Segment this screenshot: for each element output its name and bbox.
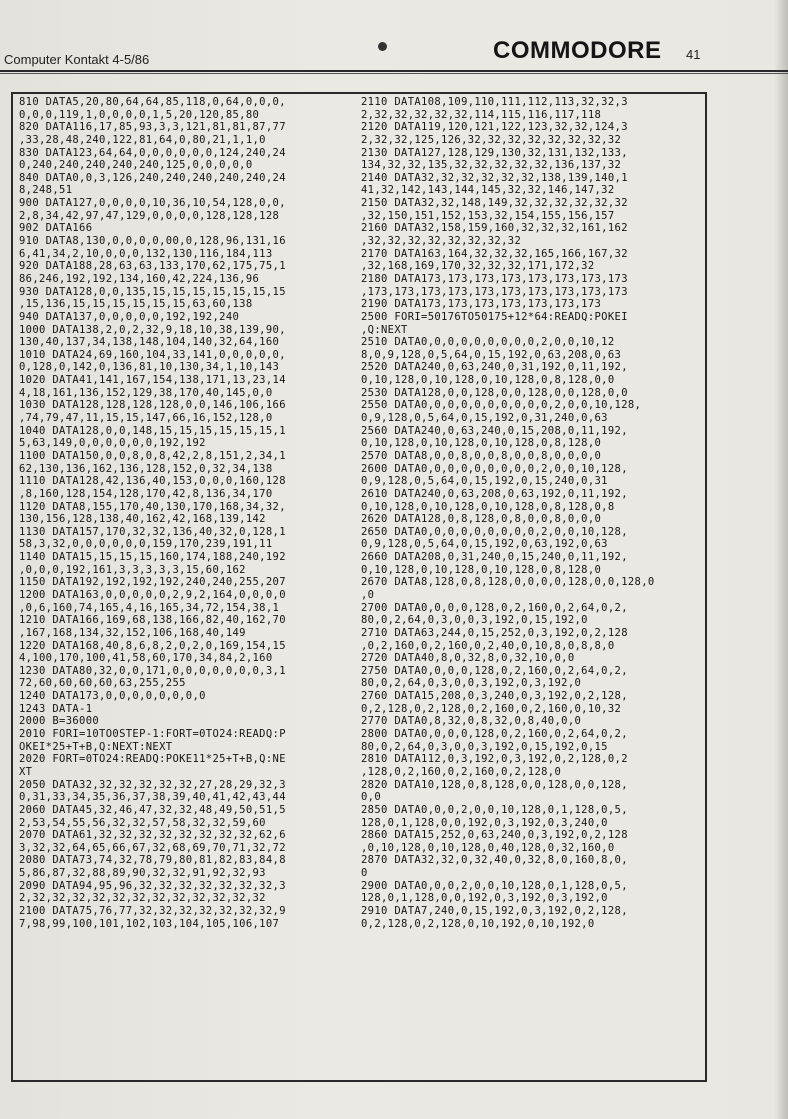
code-line: 2120 DATA119,120,121,122,123,32,32,124,3: [361, 121, 628, 134]
code-line: 1020 DATA41,141,167,154,138,171,13,23,14: [19, 374, 286, 387]
code-line: ,0,10,128,0,10,128,0,40,128,0,32,160,0: [361, 841, 615, 854]
code-line: 1210 DATA166,169,68,138,166,82,40,162,70: [19, 614, 286, 627]
code-line: 1030 DATA128,128,128,128,0,0,146,106,166: [19, 399, 286, 412]
code-line: 2060 DATA45,32,46,47,32,32,48,49,50,51,5: [19, 803, 286, 816]
code-line: 72,60,60,60,60,63,255,255: [19, 677, 186, 690]
code-line: 0,10,128,0,10,128,0,10,128,0,8,128,0,8: [361, 500, 615, 513]
code-line: 62,130,136,162,136,128,152,0,32,34,138: [19, 462, 273, 475]
code-line: 1000 DATA138,2,0,2,32,9,18,10,38,139,90,: [19, 323, 286, 336]
code-line: 2710 DATA63,244,0,15,252,0,3,192,0,2,128: [361, 626, 628, 639]
code-line: 0,240,240,240,240,240,125,0,0,0,0,0: [19, 159, 253, 172]
code-line: 8,0,9,128,0,5,64,0,15,192,0,63,208,0,63: [361, 348, 622, 361]
code-line: 2550 DATA0,0,0,0,0,0,0,0,0,0,2,0,0,10,128,: [361, 399, 642, 412]
spine-shadow: [774, 0, 788, 1119]
code-line: 2190 DATA173,173,173,173,173,173,173: [361, 298, 602, 311]
code-line: 900 DATA127,0,0,0,0,10,36,10,54,128,0,0,: [19, 197, 286, 210]
code-line: 810 DATA5,20,80,64,64,85,118,0,64,0,0,0,: [19, 96, 286, 108]
code-line: 0,10,128,0,10,128,0,10,128,0,8,128,0: [361, 437, 602, 450]
code-line: ,74,79,47,11,15,15,147,66,16,152,128,0: [19, 412, 273, 425]
code-line: 2820 DATA10,128,0,8,128,0,0,128,0,0,128,: [361, 778, 628, 791]
code-line: 1220 DATA168,40,8,6,8,2,0,2,0,169,154,15: [19, 639, 286, 652]
code-line: 1130 DATA157,170,32,32,136,40,32,0,128,1: [19, 525, 286, 538]
code-line: 3,32,32,64,65,66,67,32,68,69,70,71,32,72: [19, 841, 286, 854]
code-line: 910 DATA8,130,0,0,0,0,00,0,128,96,131,16: [19, 235, 286, 248]
page-number: 41: [686, 47, 701, 62]
code-line: ,128,0,2,160,0,2,160,0,2,128,0: [361, 765, 562, 778]
code-line: 1010 DATA24,69,160,104,33,141,0,0,0,0,0,: [19, 348, 286, 361]
code-line: 2,32,32,32,32,32,114,115,116,117,118: [361, 108, 602, 121]
code-line: 2510 DATA0,0,0,0,0,0,0,0,0,2,0,0,10,12: [361, 336, 615, 349]
header-rule-thin: [0, 73, 788, 74]
code-line: 820 DATA116,17,85,93,3,3,121,81,81,87,77: [19, 121, 286, 134]
code-line: 2530 DATA128,0,0,128,0,0,128,0,0,128,0,0: [361, 386, 628, 399]
code-line: 2610 DATA240,0,63,208,0,63,192,0,11,192,: [361, 487, 628, 500]
code-line: 2800 DATA0,0,0,0,128,0,2,160,0,2,64,0,2,: [361, 728, 628, 741]
code-line: 0,0,0,119,1,0,0,0,0,1,5,20,120,85,80: [19, 108, 260, 121]
listing-right-column: [361, 96, 701, 930]
code-line: 4,18,161,136,152,129,38,170,40,145,0,0: [19, 386, 273, 399]
code-line: 2570 DATA8,0,0,8,0,0,8,0,0,8,0,0,0,0: [361, 449, 602, 462]
code-line: 2100 DATA75,76,77,32,32,32,32,32,32,32,9: [19, 905, 286, 917]
code-line: 0,9,128,0,5,64,0,15,192,0,31,240,0,63: [361, 412, 608, 425]
code-line: 0,9,128,0,5,64,0,15,192,0,63,192,0,63: [361, 538, 608, 551]
code-line: 1200 DATA163,0,0,0,0,0,2,9,2,164,0,0,0,0: [19, 588, 286, 601]
code-line: 128,0,1,128,0,0,192,0,3,192,0,3,240,0: [361, 816, 608, 829]
code-line: 840 DATA0,0,3,126,240,240,240,240,240,24: [19, 171, 286, 184]
code-line: 830 DATA123,64,64,0,0,0,0,0,0,124,240,24: [19, 146, 286, 159]
code-line: 2770 DATA0,8,32,0,8,32,0,8,40,0,0: [361, 715, 582, 728]
code-line: 80,0,2,64,0,3,0,0,3,192,0,3,192,0: [361, 677, 582, 690]
code-line: ,0,2,160,0,2,160,0,2,40,0,10,8,0,8,8,0: [361, 639, 615, 652]
code-line: 128,0,1,128,0,0,192,0,3,192,0,3,192,0: [361, 892, 608, 905]
code-line: ,167,168,134,32,152,106,168,40,149: [19, 626, 246, 639]
code-line: 5,86,87,32,88,89,90,32,32,91,92,32,93: [19, 867, 266, 880]
code-line: 2090 DATA94,95,96,32,32,32,32,32,32,32,3: [19, 879, 286, 892]
code-line: ,32,168,169,170,32,32,32,171,172,32: [361, 260, 595, 273]
code-line: ,32,150,151,152,153,32,154,155,156,157: [361, 209, 615, 222]
code-line: 2750 DATA0,0,0,0,128,0,2,160,0,2,64,0,2,: [361, 664, 628, 677]
code-line: 2860 DATA15,252,0,63,240,0,3,192,0,2,128: [361, 829, 628, 842]
code-line: 2,53,54,55,56,32,32,57,58,32,32,59,60: [19, 816, 266, 829]
code-line: 2000 B=36000: [19, 715, 100, 728]
code-line: 2,32,32,125,126,32,32,32,32,32,32,32,32: [361, 133, 622, 146]
code-line: 2050 DATA32,32,32,32,32,32,27,28,29,32,3: [19, 778, 286, 791]
section-title: COMMODORE: [493, 37, 662, 64]
code-line: 86,246,192,192,134,160,42,224,136,96: [19, 272, 260, 285]
code-line: 2760 DATA15,208,0,3,240,0,3,192,0,2,128,: [361, 690, 628, 703]
code-line: 2700 DATA0,0,0,0,128,0,2,160,0,2,64,0,2,: [361, 601, 628, 614]
code-line: 2650 DATA0,0,0,0,0,0,0,0,0,2,0,0,10,128,: [361, 525, 628, 538]
code-line: ,Q:NEXT: [361, 323, 408, 336]
code-line: 130,40,137,34,138,148,104,140,32,64,160: [19, 336, 280, 349]
header-rule: [0, 70, 788, 72]
code-line: 1150 DATA192,192,192,192,240,240,255,207: [19, 576, 286, 589]
code-line: 1230 DATA80,32,0,0,171,0,0,0,0,0,0,0,3,1: [19, 664, 286, 677]
code-line: 2160 DATA32,158,159,160,32,32,32,161,162: [361, 222, 628, 235]
code-line: XT: [19, 765, 33, 778]
code-line: OKEI*25+T+B,Q:NEXT:NEXT: [19, 740, 173, 753]
code-line: 1240 DATA173,0,0,0,0,0,0,0,0: [19, 690, 206, 703]
code-line: 920 DATA188,28,63,63,133,170,62,175,75,1: [19, 260, 286, 273]
code-line: ,0: [361, 588, 375, 601]
code-line: 7,98,99,100,101,102,103,104,105,106,107: [19, 917, 280, 930]
code-line: 1110 DATA128,42,136,40,153,0,0,0,160,128: [19, 475, 286, 488]
code-line: 1040 DATA128,0,0,148,15,15,15,15,15,15,1: [19, 424, 286, 437]
code-line: ,8,160,128,154,128,170,42,8,136,34,170: [19, 487, 273, 500]
listing-left-column: [19, 96, 359, 930]
code-line: 2600 DATA0,0,0,0,0,0,0,0,0,2,0,0,10,128,: [361, 462, 628, 475]
code-line: 930 DATA128,0,0,135,15,15,15,15,15,15,15: [19, 285, 286, 298]
code-line: 8,248,51: [19, 184, 73, 197]
code-line: 940 DATA137,0,0,0,0,0,192,192,240: [19, 310, 240, 323]
code-line: 0: [361, 867, 368, 880]
code-line: 0,128,0,142,0,136,81,10,130,34,1,10,143: [19, 361, 280, 374]
code-line: 58,3,32,0,0,0,0,0,0,159,170,239,191,11: [19, 538, 273, 551]
code-line: ,173,173,173,173,173,173,173,173,173,173: [361, 285, 628, 298]
code-line: 2520 DATA240,0,63,240,0,31,192,0,11,192,: [361, 361, 628, 374]
code-line: 5,63,149,0,0,0,0,0,0,192,192: [19, 437, 206, 450]
code-line: 2900 DATA0,0,0,2,0,0,10,128,0,1,128,0,5,: [361, 879, 628, 892]
code-line: 134,32,32,135,32,32,32,32,32,136,137,32: [361, 159, 622, 172]
code-line: 2670 DATA8,128,0,8,128,0,0,0,0,128,0,0,128,0: [361, 576, 655, 589]
code-line: 2720 DATA40,8,0,32,8,0,32,10,0,0: [361, 652, 575, 665]
code-line: 1140 DATA15,15,15,15,160,174,188,240,192: [19, 551, 286, 564]
bullet-dot: [378, 42, 387, 51]
code-line: 0,10,128,0,10,128,0,10,128,0,8,128,0: [361, 563, 602, 576]
code-line: 2620 DATA128,0,8,128,0,8,0,0,8,0,0,0: [361, 513, 602, 526]
magazine-issue: Computer Kontakt 4-5/86: [4, 52, 150, 67]
code-line: ,32,32,32,32,32,32,32,32: [361, 235, 522, 248]
code-line: 80,0,2,64,0,3,0,0,3,192,0,15,192,0,15: [361, 740, 608, 753]
code-line: 2020 FORT=0TO24:READQ:POKE11*25+T+B,Q:NE: [19, 753, 286, 766]
code-line: 2070 DATA61,32,32,32,32,32,32,32,32,62,6: [19, 829, 286, 842]
code-line: 2910 DATA7,240,0,15,192,0,3,192,0,2,128,: [361, 905, 628, 917]
code-line: 0,2,128,0,2,128,0,10,192,0,10,192,0: [361, 917, 595, 930]
code-line: ,15,136,15,15,15,15,15,15,63,60,138: [19, 298, 253, 311]
code-line: 1100 DATA150,0,0,8,0,8,42,2,8,151,2,34,1: [19, 449, 286, 462]
code-line: 2180 DATA173,173,173,173,173,173,173,173: [361, 272, 628, 285]
code-line: 130,156,128,138,40,162,42,168,139,142: [19, 513, 266, 526]
code-line: 2560 DATA240,0,63,240,0,15,208,0,11,192,: [361, 424, 628, 437]
code-line: 0,31,33,34,35,36,37,38,39,40,41,42,43,44: [19, 791, 286, 804]
code-line: 2660 DATA208,0,31,240,0,15,240,0,11,192,: [361, 551, 628, 564]
code-line: 2850 DATA0,0,0,2,0,0,10,128,0,1,128,0,5,: [361, 803, 628, 816]
code-line: 4,100,170,100,41,58,60,170,34,84,2,160: [19, 652, 273, 665]
code-line: 2,32,32,32,32,32,32,32,32,32,32,32,32: [19, 892, 266, 905]
code-line: 2140 DATA32,32,32,32,32,32,138,139,140,1: [361, 171, 628, 184]
code-line: 902 DATA166: [19, 222, 93, 235]
code-line: 0,10,128,0,10,128,0,10,128,0,8,128,0,0: [361, 374, 615, 387]
code-line: 2150 DATA32,32,148,149,32,32,32,32,32,32: [361, 197, 628, 210]
code-line: 80,0,2,64,0,3,0,0,3,192,0,15,192,0: [361, 614, 588, 627]
code-line: ,0,6,160,74,165,4,16,165,34,72,154,38,1: [19, 601, 280, 614]
code-line: 1120 DATA8,155,170,40,130,170,168,34,32,: [19, 500, 286, 513]
code-line: 6,41,34,2,10,0,0,0,132,130,116,184,113: [19, 247, 273, 260]
code-line: 0,2,128,0,2,128,0,2,160,0,2,160,0,10,32: [361, 702, 622, 715]
code-line: 2130 DATA127,128,129,130,32,131,132,133,: [361, 146, 628, 159]
code-line: 1243 DATA-1: [19, 702, 93, 715]
code-line: ,33,28,48,240,122,81,64,0,80,21,1,1,0: [19, 133, 266, 146]
code-line: 2,8,34,42,97,47,129,0,0,0,0,128,128,128: [19, 209, 280, 222]
code-line: 2810 DATA112,0,3,192,0,3,192,0,2,128,0,2: [361, 753, 628, 766]
code-line: 41,32,142,143,144,145,32,32,146,147,32: [361, 184, 615, 197]
code-line: 2500 FORI=50176TO50175+12*64:READQ:POKEI: [361, 310, 628, 323]
code-line: ,0,0,0,192,161,3,3,3,3,3,15,60,162: [19, 563, 246, 576]
code-line: 2870 DATA32,32,0,32,40,0,32,8,0,160,8,0,: [361, 854, 628, 867]
code-line: 2010 FORI=10TO0STEP-1:FORT=0TO24:READQ:P: [19, 728, 286, 741]
code-line: 2170 DATA163,164,32,32,32,165,166,167,32: [361, 247, 628, 260]
code-line: 2110 DATA108,109,110,111,112,113,32,32,3: [361, 96, 628, 108]
code-line: 0,0: [361, 791, 382, 804]
code-line: 0,9,128,0,5,64,0,15,192,0,15,240,0,31: [361, 475, 608, 488]
code-line: 2080 DATA73,74,32,78,79,80,81,82,83,84,8: [19, 854, 286, 867]
